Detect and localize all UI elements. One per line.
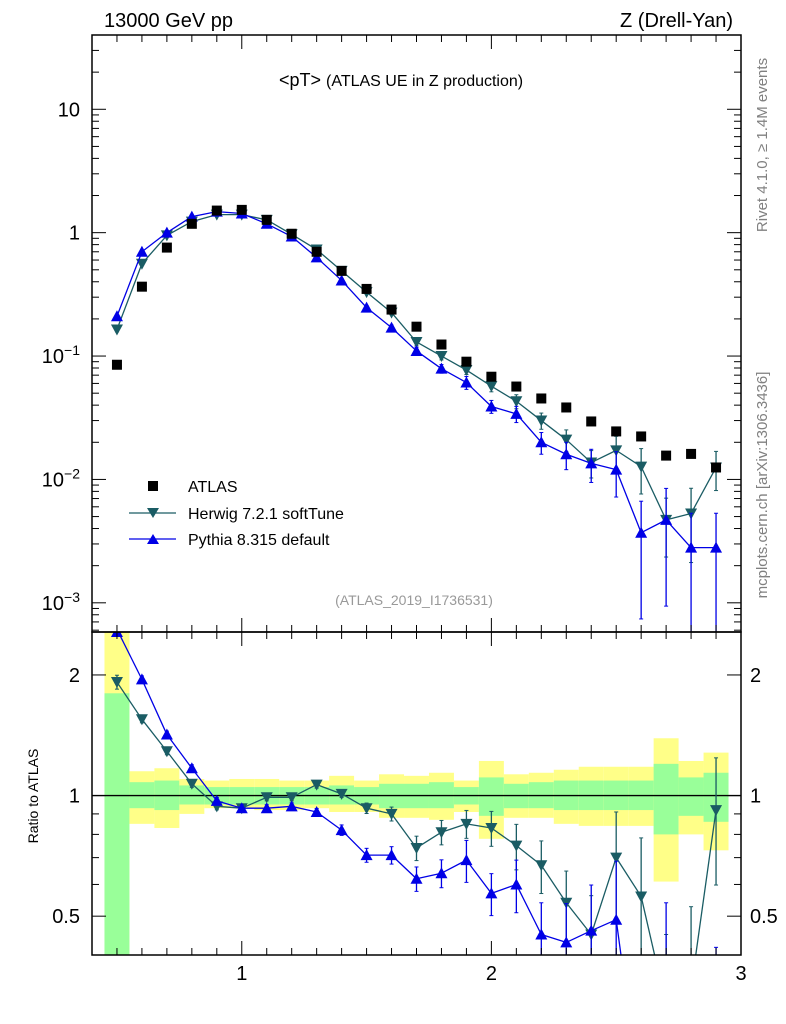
pythia-point <box>111 310 123 321</box>
atlas-point <box>661 451 671 461</box>
analysis-annotation: (ATLAS_2019_I1736531) <box>335 592 493 608</box>
atlas-point <box>162 243 172 253</box>
herwig-line-segment <box>691 467 716 513</box>
herwig-ratio-line-segment <box>541 865 566 903</box>
pythia-ratio-point <box>161 729 173 740</box>
herwig-ratio-point <box>161 746 173 757</box>
herwig-ratio-line-segment <box>641 896 654 955</box>
pythia-ratio-point <box>136 673 148 684</box>
ratio-y-tick-label-right: 1 <box>750 785 762 808</box>
plot-title <box>279 70 523 90</box>
atlas-point <box>586 416 596 426</box>
ratio-y-tick-label-left: 2 <box>68 664 80 687</box>
atlas-point <box>686 449 696 459</box>
main-data <box>111 205 722 632</box>
ratio-y-tick-label-left: 1 <box>68 785 80 808</box>
legend-atlas-label: ATLAS <box>188 479 238 496</box>
herwig-ratio-point <box>411 843 423 854</box>
herwig-ratio-line-segment <box>392 814 417 848</box>
pythia-ratio-line-segment <box>167 735 192 769</box>
pythia-ratio-line-segment <box>142 679 167 734</box>
atlas-point <box>337 266 347 276</box>
atlas-point <box>187 219 197 229</box>
stat-uncertainty-band <box>654 764 679 835</box>
title-suffix: (ATLAS UE in Z production) <box>326 73 524 90</box>
legend <box>129 479 344 549</box>
atlas-point <box>237 205 247 215</box>
x-tick-label: 1 <box>236 963 248 985</box>
herwig-ratio-point <box>435 827 447 838</box>
ratio-y-tick-label-right: 0.5 <box>750 906 778 929</box>
pythia-ratio-line-segment <box>616 920 621 955</box>
header-left: 13000 GeV pp <box>104 10 233 32</box>
atlas-point <box>436 340 446 350</box>
title-main: <pT> <box>278 70 321 90</box>
atlas-point <box>486 372 496 382</box>
y-tick-label: $10^{-1}$ <box>41 342 80 369</box>
atlas-point <box>262 215 272 225</box>
herwig-line-segment <box>641 467 666 520</box>
atlas-point <box>611 426 621 436</box>
herwig-ratio-point <box>535 860 547 871</box>
pythia-point <box>435 363 447 374</box>
atlas-point <box>212 206 222 216</box>
y-tick-label: 1 <box>68 222 80 245</box>
atlas-point <box>711 462 721 472</box>
header-right: Z (Drell-Yan) <box>620 10 733 32</box>
atlas-point <box>412 322 422 332</box>
pythia-point <box>460 377 472 388</box>
herwig-point <box>460 365 472 376</box>
stat-uncertainty-band <box>479 777 504 815</box>
herwig-ratio-line-segment <box>616 858 641 897</box>
pythia-ratio-point <box>560 936 572 947</box>
legend-pythia-label: Pythia 8.315 default <box>188 532 330 549</box>
atlas-point <box>287 229 297 239</box>
stat-uncertainty-band <box>679 777 704 815</box>
herwig-point <box>510 396 522 407</box>
pythia-ratio-point <box>485 887 497 898</box>
atlas-point <box>636 431 646 441</box>
y-tick-label: $10^{-2}$ <box>41 465 80 492</box>
pythia-ratio-point <box>510 878 522 889</box>
atlas-point <box>137 282 147 292</box>
x-tick-label: 3 <box>735 963 747 985</box>
herwig-point <box>435 351 447 362</box>
herwig-point <box>535 416 547 427</box>
pythia-point <box>560 448 572 459</box>
herwig-ratio-point <box>635 891 647 902</box>
atlas-point <box>561 402 571 412</box>
pythia-ratio-point <box>186 762 198 773</box>
atlas-point <box>536 393 546 403</box>
herwig-point <box>485 381 497 392</box>
atlas-point <box>362 284 372 294</box>
ratio-ylabel: Ratio to ATLAS <box>25 748 41 844</box>
pythia-ratio-line-segment <box>516 884 541 934</box>
ratio-y-tick-label-left: 0.5 <box>52 906 80 929</box>
y-tick-label: $10^{-3}$ <box>41 588 80 615</box>
legend-herwig-label: Herwig 7.2.1 softTune <box>188 506 344 523</box>
pythia-point <box>510 408 522 419</box>
atlas-point <box>112 360 122 370</box>
stat-uncertainty-band <box>104 693 129 955</box>
pythia-ratio-point <box>460 854 472 865</box>
pythia-line-segment <box>616 470 641 533</box>
mcplots-label: mcplots.cern.ch [arXiv:1306.3436] <box>754 371 771 599</box>
atlas-point <box>312 247 322 257</box>
herwig-point <box>635 462 647 473</box>
rivet-label: Rivet 4.1.0, ≥ 1.4M events <box>754 57 771 233</box>
atlas-point <box>511 382 521 392</box>
pythia-point <box>136 246 148 257</box>
pythia-ratio-point <box>535 929 547 940</box>
pythia-point <box>635 527 647 538</box>
atlas-point <box>387 305 397 315</box>
pythia-ratio-point <box>336 824 348 835</box>
atlas-point <box>461 357 471 367</box>
herwig-ratio-point <box>510 841 522 852</box>
pythia-ratio-point <box>435 867 447 878</box>
legend-atlas-marker <box>148 481 158 491</box>
pythia-point <box>386 322 398 333</box>
herwig-point <box>111 325 123 336</box>
x-tick-label: 2 <box>485 963 497 985</box>
pythia-ratio-point <box>610 914 622 925</box>
y-tick-label: 10 <box>57 99 80 122</box>
ratio-y-tick-label-right: 2 <box>750 664 762 687</box>
